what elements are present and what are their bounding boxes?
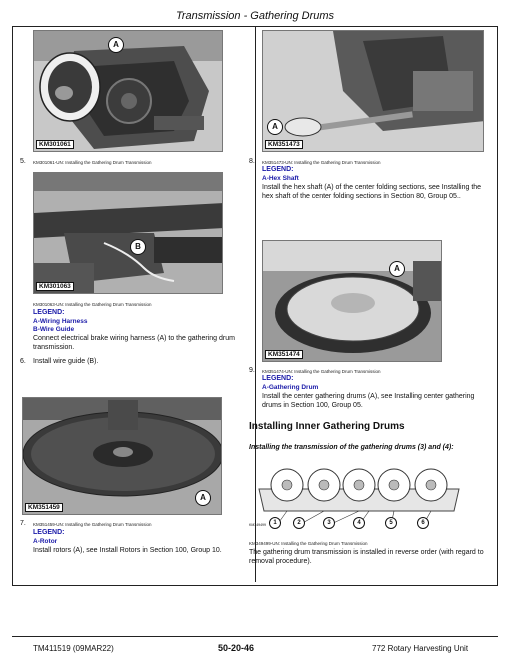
callout-6: 6 [417,517,429,529]
photo-code: KM301063 [36,282,74,291]
photo-code: KM351473 [265,140,303,149]
step-text: Install rotors (A), see Install Rotors in Section 100, Group 10. [33,547,222,554]
photo-transmission-housing [33,30,223,152]
callout-a: A [195,490,211,506]
legend-item: A-Gathering Drum [262,384,319,391]
gathering-drums-diagram [249,461,469,531]
photo-rotor [22,397,222,515]
callout-a: A [267,119,283,135]
photo-hex-shaft [262,30,484,152]
step-number: 9. [249,367,255,374]
legend-title: LEGEND: [33,529,65,536]
figure-caption: KM351459-UN: Installing the Gathering Drum Transmission [33,522,152,527]
legend-item: A-Rotor [33,538,58,545]
step-number: 7. [20,520,26,527]
section-subheading: Installing the transmission of the gathering drums (3) and (4): [249,444,454,451]
callout-3: 3 [323,517,335,529]
callout-2: 2 [293,517,305,529]
figure-caption: KM301063-UN: Installing the Gathering Drum Transmission [33,302,152,307]
step-text: Connect electrical brake wiring harness (A) to the gathering drum transmission. [33,335,235,351]
callout-a: A [108,37,124,53]
footer-product: 772 Rotary Harvesting Unit [372,644,469,653]
figure-caption: KM301061-UN: Installing the Gathering Drum Transmission [33,160,152,165]
legend-item: A-Wiring Harness [33,318,88,325]
photo-code: KM351474 [265,350,303,359]
page-title: Transmission - Gathering Drums [175,10,335,22]
legend-item: B-Wire Guide [33,326,75,333]
callout-1: 1 [269,517,281,529]
callout-a: A [389,261,405,277]
legend-title: LEGEND: [262,166,294,173]
step-number: 8. [249,158,255,165]
figure-caption: KM351474-UN: Installing the Gathering Drum Transmission [262,369,381,374]
figure-caption: KM349499-UN: Installing the Gathering Drum Transmission [249,541,368,546]
callout-5: 5 [385,517,397,529]
callout-b: B [130,239,146,255]
photo-gathering-drum [262,240,442,362]
step-text: Install the center gathering drums (A), see Installing center gathering drums in Section 100, Group 05. [262,393,475,409]
footer-rule [12,636,498,637]
footer-page-number: 50-20-46 [218,643,255,653]
step-text: Install wire guide (B). [33,358,99,365]
footer-doc-id: TM411519 (09MAR22) [33,644,114,653]
step-number: 6. [20,358,26,365]
step-text: Install the hex shaft (A) of the center folding sections, see Installing the hex shaft of the center folding sections in Section 80, Group 05.. [262,184,482,200]
step-number: 5. [20,158,26,165]
legend-item: A-Hex Shaft [262,175,299,182]
legend-title: LEGEND: [262,375,294,382]
step-text: The gathering drum transmission is installed in reverse order (with regard to removal procedure). [249,549,484,565]
photo-code: KM351459 [25,503,63,512]
legend-title: LEGEND: [33,309,65,316]
diagram-code: KM349499 [249,523,266,527]
photo-wiring-harness [33,172,223,294]
photo-code: KM301061 [36,140,74,149]
callout-4: 4 [353,517,365,529]
figure-caption: KM351473-UN: Installing the Gathering Drum Transmission [262,160,381,165]
section-heading: Installing Inner Gathering Drums [249,421,405,432]
